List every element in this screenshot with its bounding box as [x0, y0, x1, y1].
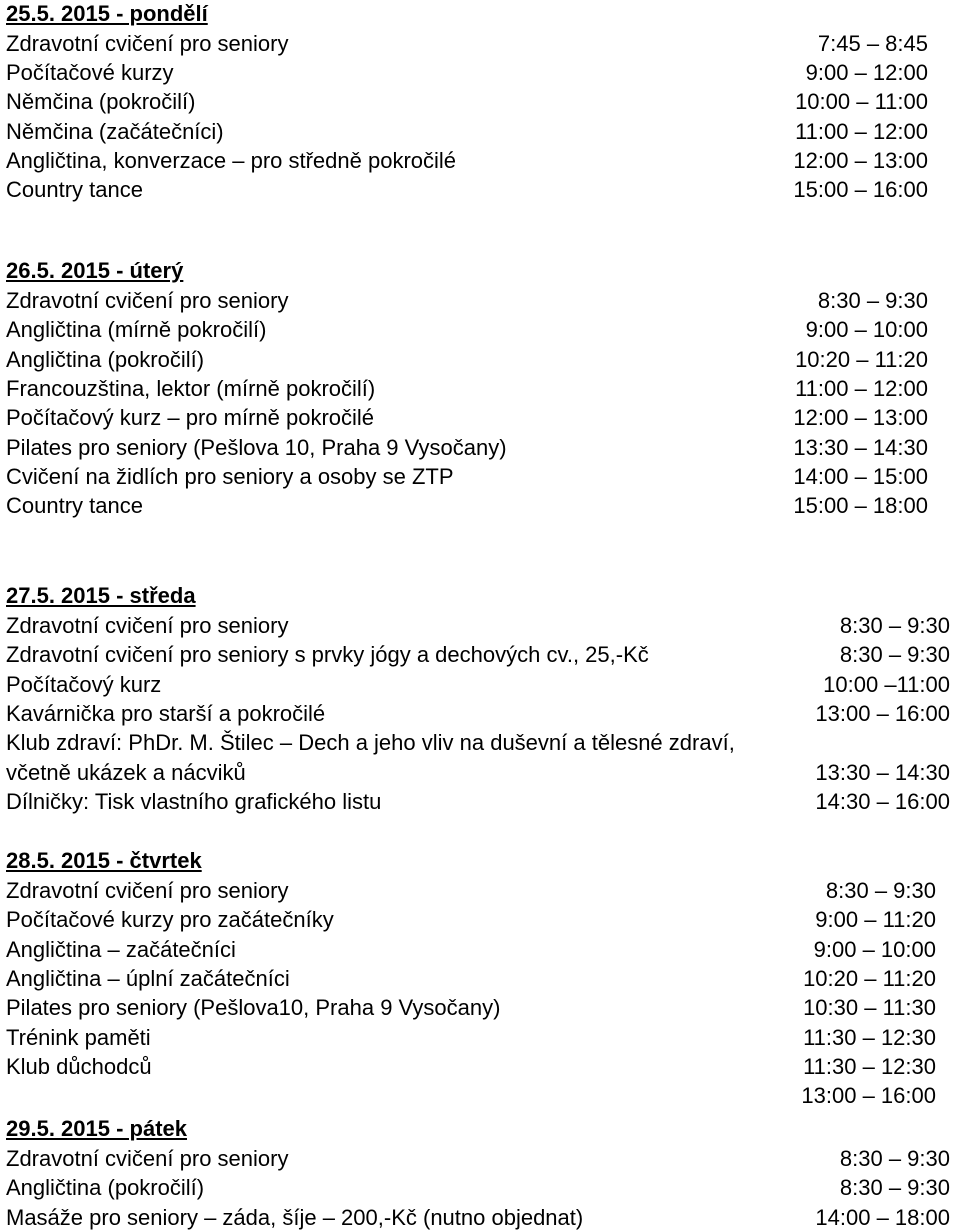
activity-name: Francouzština, lektor (mírně pokročilí): [6, 375, 376, 401]
activity-name: Zdravotní cvičení pro seniory s prvky jógy a dechových cv., 25,-Kč: [6, 642, 649, 668]
activity-name: Zdravotní cvičení pro seniory: [6, 288, 289, 313]
schedule-row: [6, 492, 928, 520]
activity-time: 10:20 – 11:20: [803, 965, 936, 991]
schedule-row: [6, 88, 928, 116]
activity-name: Angličtina (pokročilí): [6, 346, 205, 372]
schedule-row: [6, 994, 936, 1022]
activity-name: Masáže pro seniory – záda, šíje – 200,-Kč (nutno objednat): [6, 1204, 584, 1230]
schedule-row: [6, 147, 928, 175]
day-header: [6, 257, 183, 285]
activity-time: 9:00 – 10:00: [805, 317, 928, 343]
activity-time: 9:00 – 12:00: [805, 60, 928, 86]
activity-name: Country tance: [6, 177, 143, 202]
activity-name: Počítačový kurz: [6, 671, 162, 697]
activity-name: Kavárnička pro starší a pokročilé: [6, 700, 326, 726]
schedule-row: [6, 1174, 950, 1202]
activity-time: 11:00 – 12:00: [795, 375, 928, 401]
day-header-text: 25.5. 2015 - pondělí: [6, 1, 208, 26]
activity-time: 7:45 – 8:45: [817, 31, 928, 56]
schedule-row: [6, 906, 936, 934]
activity-time: 11:00 – 12:00: [795, 118, 928, 144]
activity-name: Pilates pro seniory (Pešlova 10, Praha 9 Vysočany): [6, 434, 507, 460]
schedule-row: [6, 1204, 950, 1232]
activity-name: Němčina (pokročilí): [6, 89, 196, 115]
schedule-row: [6, 877, 936, 905]
activity-name: Počítačové kurzy pro začátečníky: [6, 907, 334, 933]
schedule-row: [6, 641, 950, 669]
activity-name: Angličtina – začátečníci: [6, 936, 236, 962]
schedule-row: [6, 1082, 936, 1110]
activity-time: 11:30 – 12:30: [803, 1053, 936, 1079]
activity-time: 14:30 – 16:00: [815, 788, 950, 814]
schedule-row: [6, 759, 950, 787]
activity-name: včetně ukázek a nácviků: [6, 759, 246, 785]
activity-name: Country tance: [6, 493, 143, 519]
activity-name: Klub důchodců: [6, 1053, 152, 1079]
activity-name: Němčina (začátečníci): [6, 118, 224, 144]
activity-time: 12:00 – 13:00: [793, 405, 928, 431]
day-header-text: 27.5. 2015 - středa: [6, 583, 196, 608]
activity-time: 13:30 – 14:30: [793, 434, 928, 460]
day-header: [6, 1115, 187, 1143]
schedule-row: [6, 404, 928, 432]
activity-name: Cvičení na židlích pro seniory a osoby se ZTP: [6, 463, 454, 489]
activity-name: Angličtina, konverzace – pro středně pokročilé: [6, 147, 457, 173]
schedule-row: [6, 1024, 936, 1052]
activity-time: 8:30 – 9:30: [839, 613, 950, 638]
schedule-row: [6, 30, 928, 58]
activity-time: 8:30 – 9:30: [839, 1146, 950, 1171]
activity-time: 13:00 – 16:00: [801, 1083, 936, 1109]
activity-time: 13:30 – 14:30: [815, 759, 950, 785]
activity-name: Zdravotní cvičení pro seniory: [6, 613, 289, 638]
activity-time: 11:30 – 12:30: [803, 1024, 936, 1050]
activity-time: 14:00 – 18:00: [815, 1204, 950, 1230]
activity-name: Pilates pro seniory (Pešlova10, Praha 9 Vysočany): [6, 995, 501, 1021]
activity-time: 15:00 – 16:00: [793, 177, 928, 202]
schedule-row: [6, 788, 950, 816]
activity-time: 10:00 –11:00: [823, 671, 950, 697]
schedule-row: [6, 59, 928, 87]
activity-time: 8:30 – 9:30: [825, 878, 936, 903]
schedule-row: [6, 375, 928, 403]
schedule-row: [6, 671, 950, 699]
activity-time: 13:00 – 16:00: [815, 700, 950, 726]
schedule-row: [6, 176, 928, 204]
day-header-text: 26.5. 2015 - úterý: [6, 258, 184, 283]
schedule-row: [6, 729, 950, 757]
activity-name: Angličtina – úplní začátečníci: [6, 965, 290, 991]
activity-name: Angličtina (mírně pokročilí): [6, 317, 267, 343]
schedule-row: [6, 346, 928, 374]
activity-time: 8:30 – 9:30: [839, 642, 950, 668]
activity-name: Klub zdraví: PhDr. M. Štilec – Dech a jeho vliv na duševní a tělesné zdraví,: [6, 730, 735, 756]
schedule-row: [6, 965, 936, 993]
activity-name: Zdravotní cvičení pro seniory: [6, 1146, 289, 1171]
activity-name: Trénink paměti: [6, 1024, 151, 1050]
schedule-row: [6, 936, 936, 964]
activity-name: Dílničky: Tisk vlastního grafického listu: [6, 788, 382, 814]
day-header-text: 29.5. 2015 - pátek: [6, 1116, 188, 1141]
activity-time: 9:00 – 10:00: [813, 936, 936, 962]
schedule-row: [6, 612, 950, 640]
day-header-text: 28.5. 2015 - čtvrtek: [6, 848, 202, 873]
schedule-row: [6, 434, 928, 462]
schedule-row: [6, 463, 928, 491]
schedule-row: [6, 1053, 936, 1081]
activity-name: Zdravotní cvičení pro seniory: [6, 878, 289, 903]
schedule-row: [6, 1145, 950, 1173]
day-header: [6, 847, 202, 875]
activity-time: 8:30 – 9:30: [817, 288, 928, 313]
schedule-row: [6, 700, 950, 728]
activity-time: 9:00 – 11:20: [815, 907, 936, 933]
schedule-row: [6, 118, 928, 146]
activity-time: 15:00 – 18:00: [793, 493, 928, 519]
activity-time: 14:00 – 15:00: [793, 463, 928, 489]
day-header: [6, 0, 208, 28]
day-header: [6, 582, 196, 610]
activity-name: Angličtina (pokročilí): [6, 1175, 205, 1201]
activity-time: 12:00 – 13:00: [793, 147, 928, 173]
activity-time: 10:30 – 11:30: [803, 995, 936, 1021]
schedule-row: [6, 287, 928, 315]
activity-time: 10:20 – 11:20: [795, 346, 928, 372]
activity-time: 10:00 – 11:00: [795, 89, 928, 115]
activity-name: Počítačový kurz – pro mírně pokročilé: [6, 405, 375, 431]
activity-name: Zdravotní cvičení pro seniory: [6, 31, 289, 56]
activity-time: 8:30 – 9:30: [839, 1175, 950, 1201]
activity-name: Počítačové kurzy: [6, 60, 174, 86]
schedule-row: [6, 316, 928, 344]
